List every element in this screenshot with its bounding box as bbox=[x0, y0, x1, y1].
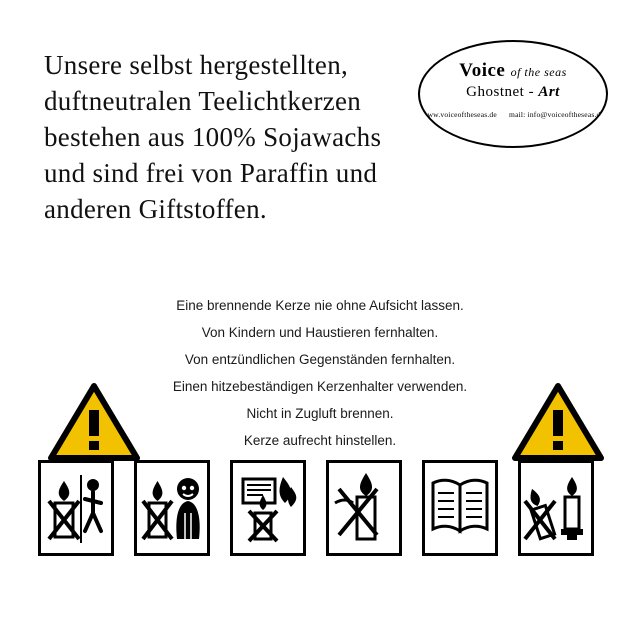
safety-line-6: Kerze aufrecht hinstellen. bbox=[243, 433, 397, 448]
headline-line-4: und sind frei von Paraffin und bbox=[44, 157, 378, 188]
logo-email: mail: info@voiceoftheseas.de bbox=[509, 110, 605, 119]
keep-away-from-flammable-objects-icon bbox=[230, 460, 306, 556]
no-unattended-burning-candle-icon bbox=[38, 460, 114, 556]
logo-contact-gap bbox=[499, 110, 507, 119]
headline-line-2: duftneutralen Teelichtkerzen bbox=[44, 85, 362, 116]
logo-subtitle-left: Ghostnet - bbox=[466, 84, 535, 100]
logo-contact bbox=[420, 110, 606, 119]
headline-line-1: Unsere selbst hergestellten, bbox=[44, 50, 349, 80]
safety-line-2: Von Kindern und Haustieren fernhalten. bbox=[201, 325, 439, 340]
headline-line-5: anderen Giftstoffen. bbox=[44, 193, 267, 224]
safety-line-1: Eine brennende Kerze nie ohne Aufsicht lassen. bbox=[176, 298, 464, 313]
read-instructions-icon bbox=[422, 460, 498, 556]
place-candle-upright-icon bbox=[518, 460, 594, 556]
headline-line-3: bestehen aus 100% Sojawachs bbox=[44, 121, 382, 152]
pictogram-strip bbox=[38, 460, 602, 560]
keep-away-from-children-icon bbox=[134, 460, 210, 556]
logo-subtitle-art: Art bbox=[538, 84, 560, 100]
safety-line-3: Von entzündlichen Gegenständen fernhalten. bbox=[184, 352, 456, 367]
warning-triangle-left-icon bbox=[48, 382, 140, 462]
no-draught-icon bbox=[326, 460, 402, 556]
safety-line-4: Einen hitzebeständigen Kerzenhalter verwenden. bbox=[172, 379, 468, 394]
product-headline bbox=[44, 48, 444, 228]
brand-logo bbox=[418, 40, 608, 148]
logo-brand-name bbox=[420, 60, 606, 82]
warning-triangle-right-icon bbox=[512, 382, 604, 462]
safety-line-5: Nicht in Zugluft brennen. bbox=[246, 406, 394, 421]
logo-website: www.voiceoftheseas.de bbox=[421, 110, 497, 119]
logo-subtitle bbox=[420, 84, 606, 101]
logo-brand-main: Voice bbox=[459, 60, 506, 81]
logo-brand-small: of the seas bbox=[510, 65, 567, 79]
